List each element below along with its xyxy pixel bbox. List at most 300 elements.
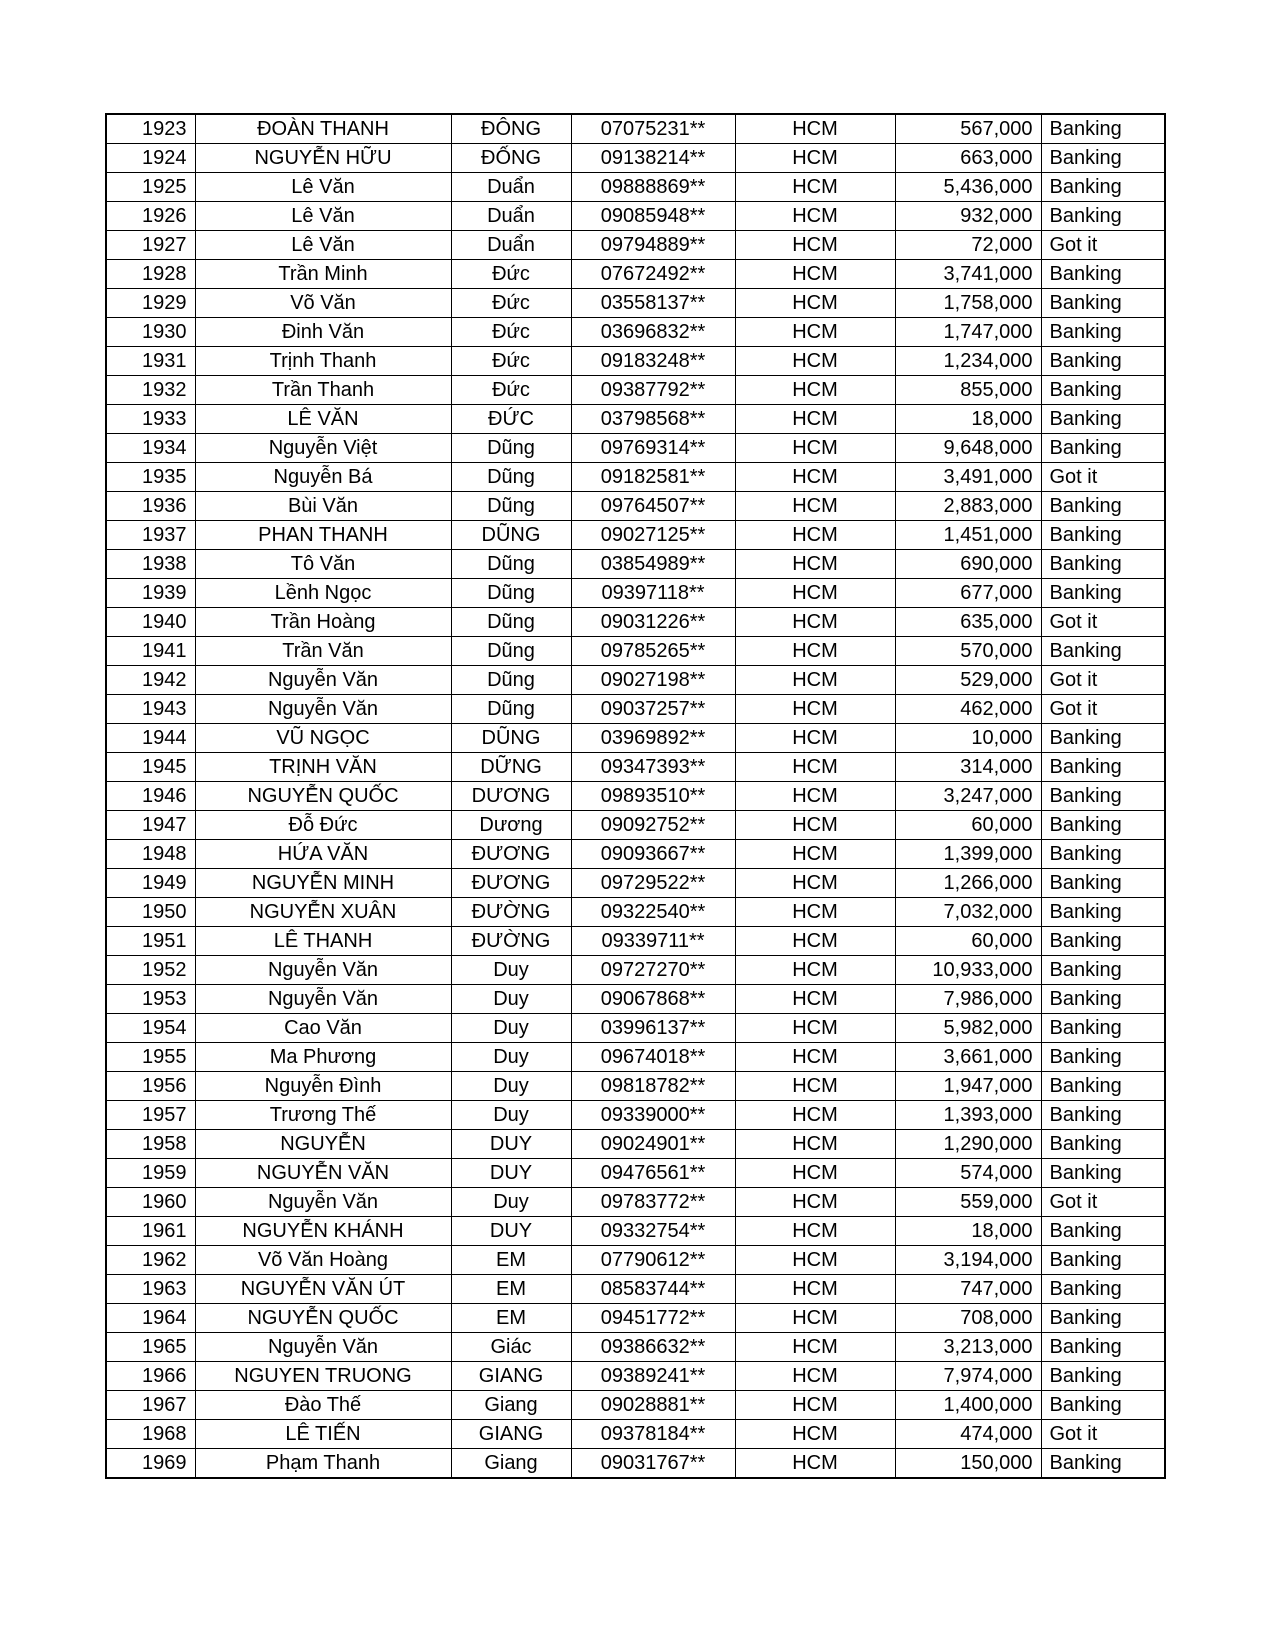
payment-status-cell: Banking (1041, 260, 1165, 289)
phone-number-cell: 09183248** (571, 347, 735, 376)
last-name-cell: Đức (451, 289, 571, 318)
table-row (106, 1333, 1165, 1362)
row-number-cell: 1960 (106, 1188, 195, 1217)
phone-number-cell: 09347393** (571, 753, 735, 782)
phone-number-cell: 07075231** (571, 114, 735, 144)
last-name-cell: GIANG (451, 1420, 571, 1449)
table-row (106, 695, 1165, 724)
table-row (106, 753, 1165, 782)
first-name-cell: Trần Minh (195, 260, 451, 289)
payment-status-cell: Banking (1041, 1217, 1165, 1246)
city-cell: HCM (735, 405, 895, 434)
amount-cell: 677,000 (895, 579, 1041, 608)
payment-status-cell: Got it (1041, 463, 1165, 492)
amount-cell: 1,234,000 (895, 347, 1041, 376)
first-name-cell: LÊ VĂN (195, 405, 451, 434)
payment-status-cell: Banking (1041, 1159, 1165, 1188)
payment-status-cell: Banking (1041, 114, 1165, 144)
last-name-cell: ĐỨC (451, 405, 571, 434)
row-number-cell: 1944 (106, 724, 195, 753)
last-name-cell: EM (451, 1275, 571, 1304)
last-name-cell: Duy (451, 1014, 571, 1043)
table-row (106, 1304, 1165, 1333)
row-number-cell: 1956 (106, 1072, 195, 1101)
row-number-cell: 1935 (106, 463, 195, 492)
first-name-cell: Nguyễn Đình (195, 1072, 451, 1101)
phone-number-cell: 09727270** (571, 956, 735, 985)
table-row (106, 173, 1165, 202)
city-cell: HCM (735, 956, 895, 985)
city-cell: HCM (735, 753, 895, 782)
last-name-cell: Dũng (451, 666, 571, 695)
last-name-cell: GIANG (451, 1362, 571, 1391)
city-cell: HCM (735, 898, 895, 927)
amount-cell: 314,000 (895, 753, 1041, 782)
payment-status-cell: Banking (1041, 1304, 1165, 1333)
row-number-cell: 1963 (106, 1275, 195, 1304)
row-number-cell: 1949 (106, 869, 195, 898)
payment-status-cell: Banking (1041, 521, 1165, 550)
payment-status-cell: Banking (1041, 782, 1165, 811)
city-cell: HCM (735, 144, 895, 173)
table-row (106, 1043, 1165, 1072)
payment-status-cell: Banking (1041, 985, 1165, 1014)
payment-status-cell: Banking (1041, 318, 1165, 347)
amount-cell: 1,393,000 (895, 1101, 1041, 1130)
amount-cell: 10,933,000 (895, 956, 1041, 985)
phone-number-cell: 09389241** (571, 1362, 735, 1391)
last-name-cell: ĐỐNG (451, 144, 571, 173)
city-cell: HCM (735, 811, 895, 840)
phone-number-cell: 09024901** (571, 1130, 735, 1159)
table-row (106, 811, 1165, 840)
row-number-cell: 1925 (106, 173, 195, 202)
payment-status-cell: Banking (1041, 1362, 1165, 1391)
amount-cell: 1,451,000 (895, 521, 1041, 550)
first-name-cell: Trương Thế (195, 1101, 451, 1130)
first-name-cell: Lê Văn (195, 202, 451, 231)
last-name-cell: DUY (451, 1130, 571, 1159)
payment-status-cell: Banking (1041, 579, 1165, 608)
table-row (106, 231, 1165, 260)
first-name-cell: Trịnh Thanh (195, 347, 451, 376)
first-name-cell: LÊ TIẾN (195, 1420, 451, 1449)
amount-cell: 1,400,000 (895, 1391, 1041, 1420)
amount-cell: 7,986,000 (895, 985, 1041, 1014)
payment-status-cell: Got it (1041, 608, 1165, 637)
phone-number-cell: 09729522** (571, 869, 735, 898)
city-cell: HCM (735, 1246, 895, 1275)
payment-status-cell: Banking (1041, 927, 1165, 956)
table-row (106, 114, 1165, 144)
amount-cell: 1,399,000 (895, 840, 1041, 869)
table-row (106, 1275, 1165, 1304)
phone-number-cell: 09794889** (571, 231, 735, 260)
row-number-cell: 1927 (106, 231, 195, 260)
first-name-cell: Cao Văn (195, 1014, 451, 1043)
phone-number-cell: 09085948** (571, 202, 735, 231)
last-name-cell: Duy (451, 985, 571, 1014)
amount-cell: 5,982,000 (895, 1014, 1041, 1043)
amount-cell: 567,000 (895, 114, 1041, 144)
row-number-cell: 1948 (106, 840, 195, 869)
city-cell: HCM (735, 114, 895, 144)
payment-status-cell: Got it (1041, 1420, 1165, 1449)
first-name-cell: NGUYỄN MINH (195, 869, 451, 898)
row-number-cell: 1937 (106, 521, 195, 550)
city-cell: HCM (735, 840, 895, 869)
city-cell: HCM (735, 927, 895, 956)
table-row (106, 608, 1165, 637)
amount-cell: 635,000 (895, 608, 1041, 637)
phone-number-cell: 09378184** (571, 1420, 735, 1449)
row-number-cell: 1928 (106, 260, 195, 289)
row-number-cell: 1966 (106, 1362, 195, 1391)
amount-cell: 7,974,000 (895, 1362, 1041, 1391)
first-name-cell: Võ Văn (195, 289, 451, 318)
last-name-cell: DŨNG (451, 521, 571, 550)
table-row (106, 579, 1165, 608)
payment-status-cell: Banking (1041, 637, 1165, 666)
table-row (106, 1362, 1165, 1391)
first-name-cell: Ma Phương (195, 1043, 451, 1072)
row-number-cell: 1940 (106, 608, 195, 637)
city-cell: HCM (735, 1130, 895, 1159)
row-number-cell: 1938 (106, 550, 195, 579)
payment-status-cell: Got it (1041, 1188, 1165, 1217)
payment-status-cell: Banking (1041, 1275, 1165, 1304)
last-name-cell: Giác (451, 1333, 571, 1362)
row-number-cell: 1934 (106, 434, 195, 463)
amount-cell: 60,000 (895, 927, 1041, 956)
payment-status-cell: Banking (1041, 173, 1165, 202)
amount-cell: 3,247,000 (895, 782, 1041, 811)
amount-cell: 855,000 (895, 376, 1041, 405)
payout-table (105, 113, 1166, 1479)
phone-number-cell: 03558137** (571, 289, 735, 318)
last-name-cell: Đức (451, 347, 571, 376)
row-number-cell: 1943 (106, 695, 195, 724)
last-name-cell: ĐƯỜNG (451, 898, 571, 927)
city-cell: HCM (735, 521, 895, 550)
first-name-cell: HỨA VĂN (195, 840, 451, 869)
row-number-cell: 1946 (106, 782, 195, 811)
first-name-cell: Nguyễn Văn (195, 695, 451, 724)
payment-status-cell: Banking (1041, 1043, 1165, 1072)
amount-cell: 18,000 (895, 405, 1041, 434)
row-number-cell: 1957 (106, 1101, 195, 1130)
amount-cell: 3,194,000 (895, 1246, 1041, 1275)
amount-cell: 690,000 (895, 550, 1041, 579)
city-cell: HCM (735, 434, 895, 463)
last-name-cell: Duẩn (451, 173, 571, 202)
city-cell: HCM (735, 289, 895, 318)
first-name-cell: Đỗ Đức (195, 811, 451, 840)
first-name-cell: NGUYỄN KHÁNH (195, 1217, 451, 1246)
amount-cell: 3,213,000 (895, 1333, 1041, 1362)
last-name-cell: Dũng (451, 579, 571, 608)
table-row (106, 666, 1165, 695)
table-row (106, 840, 1165, 869)
table-row (106, 927, 1165, 956)
city-cell: HCM (735, 1449, 895, 1479)
first-name-cell: Nguyễn Bá (195, 463, 451, 492)
last-name-cell: DỮNG (451, 753, 571, 782)
city-cell: HCM (735, 1188, 895, 1217)
first-name-cell: ĐOÀN THANH (195, 114, 451, 144)
row-number-cell: 1923 (106, 114, 195, 144)
phone-number-cell: 03696832** (571, 318, 735, 347)
city-cell: HCM (735, 347, 895, 376)
city-cell: HCM (735, 608, 895, 637)
table-row (106, 1101, 1165, 1130)
table-row (106, 347, 1165, 376)
amount-cell: 2,883,000 (895, 492, 1041, 521)
payment-status-cell: Banking (1041, 1391, 1165, 1420)
first-name-cell: NGUYỄN QUỐC (195, 1304, 451, 1333)
last-name-cell: Dũng (451, 695, 571, 724)
first-name-cell: Đinh Văn (195, 318, 451, 347)
amount-cell: 474,000 (895, 1420, 1041, 1449)
last-name-cell: Dũng (451, 463, 571, 492)
last-name-cell: Giang (451, 1391, 571, 1420)
table-row (106, 492, 1165, 521)
payment-status-cell: Got it (1041, 666, 1165, 695)
last-name-cell: ĐƯƠNG (451, 869, 571, 898)
table-row (106, 550, 1165, 579)
phone-number-cell: 09339000** (571, 1101, 735, 1130)
first-name-cell: Trần Thanh (195, 376, 451, 405)
payment-status-cell: Banking (1041, 1014, 1165, 1043)
first-name-cell: Lê Văn (195, 231, 451, 260)
table-row (106, 724, 1165, 753)
first-name-cell: Lềnh Ngọc (195, 579, 451, 608)
last-name-cell: Dương (451, 811, 571, 840)
phone-number-cell: 09093667** (571, 840, 735, 869)
payment-status-cell: Banking (1041, 347, 1165, 376)
row-number-cell: 1955 (106, 1043, 195, 1072)
first-name-cell: NGUYỄN HỮU (195, 144, 451, 173)
city-cell: HCM (735, 1072, 895, 1101)
payment-status-cell: Got it (1041, 231, 1165, 260)
phone-number-cell: 09332754** (571, 1217, 735, 1246)
phone-number-cell: 03854989** (571, 550, 735, 579)
row-number-cell: 1945 (106, 753, 195, 782)
last-name-cell: Duy (451, 1072, 571, 1101)
amount-cell: 1,947,000 (895, 1072, 1041, 1101)
amount-cell: 10,000 (895, 724, 1041, 753)
row-number-cell: 1939 (106, 579, 195, 608)
phone-number-cell: 09893510** (571, 782, 735, 811)
first-name-cell: Lê Văn (195, 173, 451, 202)
payment-status-cell: Banking (1041, 1449, 1165, 1479)
first-name-cell: Nguyễn Văn (195, 1188, 451, 1217)
last-name-cell: Dũng (451, 608, 571, 637)
amount-cell: 747,000 (895, 1275, 1041, 1304)
last-name-cell: ĐƯỜNG (451, 927, 571, 956)
first-name-cell: NGUYỄN XUÂN (195, 898, 451, 927)
row-number-cell: 1950 (106, 898, 195, 927)
payment-status-cell: Got it (1041, 695, 1165, 724)
last-name-cell: Duẩn (451, 231, 571, 260)
table-row (106, 260, 1165, 289)
last-name-cell: EM (451, 1304, 571, 1333)
phone-number-cell: 07790612** (571, 1246, 735, 1275)
table-row (106, 1391, 1165, 1420)
table-row (106, 1159, 1165, 1188)
last-name-cell: Dũng (451, 550, 571, 579)
phone-number-cell: 08583744** (571, 1275, 735, 1304)
payment-status-cell: Banking (1041, 144, 1165, 173)
table-row (106, 1420, 1165, 1449)
city-cell: HCM (735, 985, 895, 1014)
last-name-cell: Duy (451, 1101, 571, 1130)
amount-cell: 150,000 (895, 1449, 1041, 1479)
first-name-cell: Trần Hoàng (195, 608, 451, 637)
first-name-cell: Nguyễn Văn (195, 666, 451, 695)
phone-number-cell: 09476561** (571, 1159, 735, 1188)
last-name-cell: DUY (451, 1217, 571, 1246)
first-name-cell: Trần Văn (195, 637, 451, 666)
last-name-cell: ĐÔNG (451, 114, 571, 144)
amount-cell: 18,000 (895, 1217, 1041, 1246)
amount-cell: 462,000 (895, 695, 1041, 724)
first-name-cell: Đào Thế (195, 1391, 451, 1420)
amount-cell: 1,290,000 (895, 1130, 1041, 1159)
payment-status-cell: Banking (1041, 753, 1165, 782)
city-cell: HCM (735, 173, 895, 202)
table-row (106, 1217, 1165, 1246)
amount-cell: 3,491,000 (895, 463, 1041, 492)
row-number-cell: 1942 (106, 666, 195, 695)
amount-cell: 60,000 (895, 811, 1041, 840)
row-number-cell: 1929 (106, 289, 195, 318)
amount-cell: 5,436,000 (895, 173, 1041, 202)
row-number-cell: 1936 (106, 492, 195, 521)
city-cell: HCM (735, 1275, 895, 1304)
amount-cell: 7,032,000 (895, 898, 1041, 927)
city-cell: HCM (735, 1043, 895, 1072)
amount-cell: 570,000 (895, 637, 1041, 666)
phone-number-cell: 09031226** (571, 608, 735, 637)
city-cell: HCM (735, 579, 895, 608)
payment-status-cell: Banking (1041, 405, 1165, 434)
row-number-cell: 1953 (106, 985, 195, 1014)
amount-cell: 559,000 (895, 1188, 1041, 1217)
payment-status-cell: Banking (1041, 1101, 1165, 1130)
table-row (106, 869, 1165, 898)
first-name-cell: NGUYỄN VĂN ÚT (195, 1275, 451, 1304)
city-cell: HCM (735, 318, 895, 347)
last-name-cell: Giang (451, 1449, 571, 1479)
payment-status-cell: Banking (1041, 724, 1165, 753)
last-name-cell: Dũng (451, 492, 571, 521)
last-name-cell: DƯƠNG (451, 782, 571, 811)
first-name-cell: TRỊNH VĂN (195, 753, 451, 782)
phone-number-cell: 09182581** (571, 463, 735, 492)
table-row (106, 1014, 1165, 1043)
phone-number-cell: 09783772** (571, 1188, 735, 1217)
table-row (106, 202, 1165, 231)
row-number-cell: 1958 (106, 1130, 195, 1159)
row-number-cell: 1931 (106, 347, 195, 376)
city-cell: HCM (735, 1420, 895, 1449)
city-cell: HCM (735, 260, 895, 289)
phone-number-cell: 09764507** (571, 492, 735, 521)
first-name-cell: NGUYEN TRUONG (195, 1362, 451, 1391)
table-row (106, 985, 1165, 1014)
phone-number-cell: 09067868** (571, 985, 735, 1014)
city-cell: HCM (735, 376, 895, 405)
first-name-cell: Nguyễn Việt (195, 434, 451, 463)
table-row (106, 376, 1165, 405)
payment-status-cell: Banking (1041, 1246, 1165, 1275)
table-body (106, 114, 1165, 1478)
payment-status-cell: Banking (1041, 289, 1165, 318)
phone-number-cell: 09092752** (571, 811, 735, 840)
row-number-cell: 1959 (106, 1159, 195, 1188)
row-number-cell: 1924 (106, 144, 195, 173)
first-name-cell: Nguyễn Văn (195, 1333, 451, 1362)
phone-number-cell: 09028881** (571, 1391, 735, 1420)
city-cell: HCM (735, 463, 895, 492)
amount-cell: 3,741,000 (895, 260, 1041, 289)
last-name-cell: DUY (451, 1159, 571, 1188)
table-row (106, 289, 1165, 318)
row-number-cell: 1932 (106, 376, 195, 405)
amount-cell: 1,747,000 (895, 318, 1041, 347)
phone-number-cell: 07672492** (571, 260, 735, 289)
amount-cell: 3,661,000 (895, 1043, 1041, 1072)
row-number-cell: 1952 (106, 956, 195, 985)
city-cell: HCM (735, 1362, 895, 1391)
table-row (106, 1072, 1165, 1101)
table-row (106, 1130, 1165, 1159)
city-cell: HCM (735, 202, 895, 231)
table-row (106, 521, 1165, 550)
table-row (106, 637, 1165, 666)
row-number-cell: 1962 (106, 1246, 195, 1275)
city-cell: HCM (735, 1159, 895, 1188)
table-row (106, 1449, 1165, 1479)
payment-status-cell: Banking (1041, 1333, 1165, 1362)
payment-status-cell: Banking (1041, 811, 1165, 840)
phone-number-cell: 03996137** (571, 1014, 735, 1043)
phone-number-cell: 09138214** (571, 144, 735, 173)
phone-number-cell: 09027125** (571, 521, 735, 550)
phone-number-cell: 09397118** (571, 579, 735, 608)
phone-number-cell: 09769314** (571, 434, 735, 463)
phone-number-cell: 09386632** (571, 1333, 735, 1362)
phone-number-cell: 09031767** (571, 1449, 735, 1479)
city-cell: HCM (735, 1014, 895, 1043)
row-number-cell: 1926 (106, 202, 195, 231)
phone-number-cell: 09785265** (571, 637, 735, 666)
city-cell: HCM (735, 724, 895, 753)
amount-cell: 72,000 (895, 231, 1041, 260)
city-cell: HCM (735, 695, 895, 724)
first-name-cell: NGUYỄN QUỐC (195, 782, 451, 811)
payment-status-cell: Banking (1041, 869, 1165, 898)
city-cell: HCM (735, 231, 895, 260)
first-name-cell: Nguyễn Văn (195, 985, 451, 1014)
last-name-cell: Duy (451, 956, 571, 985)
first-name-cell: Bùi Văn (195, 492, 451, 521)
table-row (106, 405, 1165, 434)
first-name-cell: Phạm Thanh (195, 1449, 451, 1479)
last-name-cell: EM (451, 1246, 571, 1275)
city-cell: HCM (735, 1391, 895, 1420)
